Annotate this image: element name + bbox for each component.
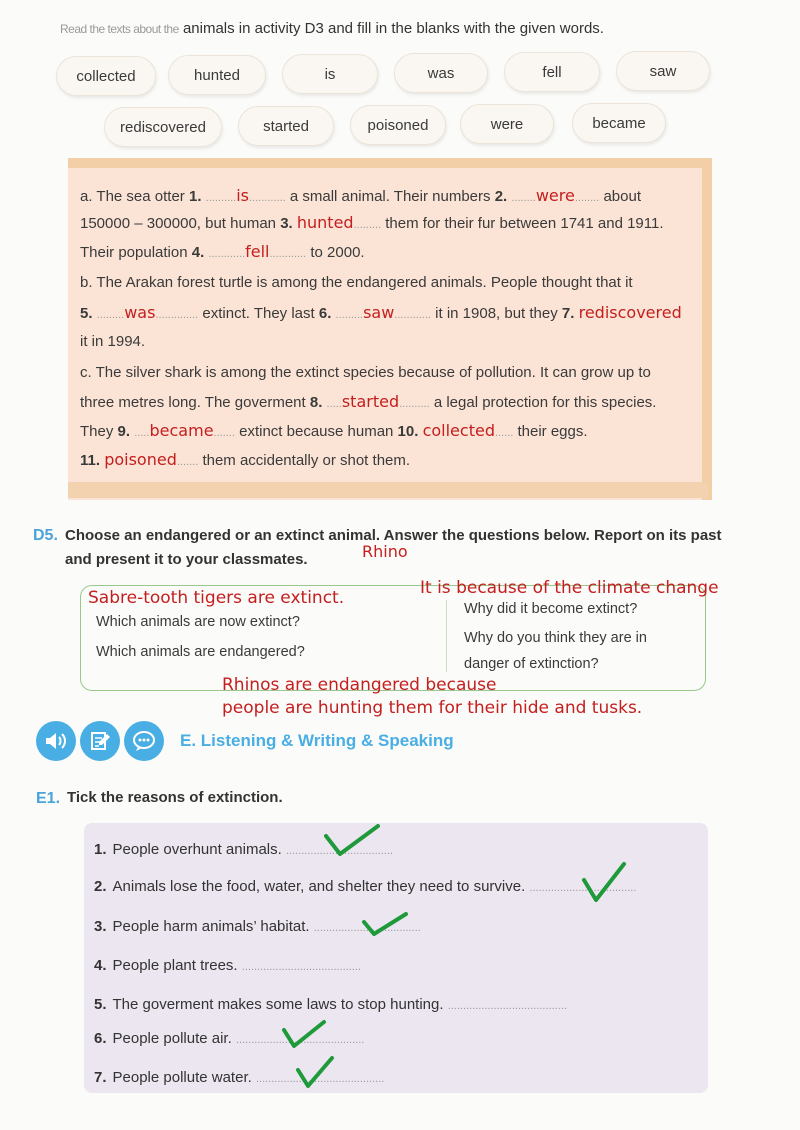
text: The sea otter — [96, 188, 185, 205]
reason-item: 5. The goverment makes some laws to stop hunting. ....................................... — [94, 996, 567, 1013]
word-chip-was: was — [394, 53, 488, 93]
d4-panel-shadow — [68, 482, 708, 498]
blank-number: 9. — [117, 423, 131, 440]
exercise-line — [80, 364, 651, 381]
blank-number: 8. — [309, 394, 323, 411]
answer-3[interactable]: hunted — [296, 213, 354, 232]
blank-number: 11. — [80, 452, 101, 469]
d5-instruction: Choose an endangered or an extinct animal. Answer the questions below. Report on its past and present it to your classmates. — [65, 527, 722, 568]
check-icon — [294, 1054, 336, 1090]
question-why-extinct: Why did it become extinct? — [464, 601, 638, 617]
answer-7[interactable]: rediscovered — [578, 303, 682, 322]
blank-number: 4. — [191, 244, 205, 261]
question-endangered: Which animals are endangered? — [96, 644, 305, 660]
check-icon — [322, 822, 382, 858]
d4-instruction-text: animals in activity D3 and fill in the blanks with the given words. — [182, 20, 604, 37]
text: extinct. They last — [202, 305, 315, 322]
blank-number: 3. — [280, 215, 293, 232]
blank-number: 2. — [494, 188, 508, 205]
answer-6[interactable]: saw — [363, 303, 395, 322]
reason-item: 1. People overhunt animals. ................................... — [94, 841, 393, 858]
section-e-title: E. Listening & Writing & Speaking — [180, 731, 454, 750]
d5-divider — [446, 600, 447, 672]
d4-instruction — [60, 20, 604, 37]
check-icon — [360, 910, 410, 938]
e1-instruction: Tick the reasons of extinction. — [67, 789, 283, 806]
blank-number: 10. — [397, 423, 419, 440]
d4-instruction-faint: Read the texts about the — [60, 22, 179, 36]
reason-item: 2. Animals lose the food, water, and shelter they need to survive. ................................... — [94, 878, 637, 895]
item-letter: a. — [80, 188, 93, 205]
text: Their population — [80, 244, 188, 261]
answer-10[interactable]: collected — [422, 421, 495, 440]
answer-1[interactable]: is — [236, 186, 250, 205]
exercise-line: 11. poisoned....... them accidentally or shot them. — [80, 450, 411, 469]
text: about — [603, 188, 641, 205]
exercise-line — [80, 274, 633, 291]
handwritten-extinct-answer: Sabre-tooth tigers are extinct. — [88, 588, 345, 608]
reason-item: 3. People harm animals’ habitat. ................................... — [94, 918, 421, 935]
reason-item: 7. People pollute water. .......................................... — [94, 1069, 385, 1086]
word-chip-started: started — [238, 106, 334, 146]
word-chip-is: is — [282, 54, 378, 94]
answer-9[interactable]: became — [149, 421, 214, 440]
text: three metres long. The goverment — [80, 394, 306, 411]
exercise-line: a. The sea otter 1. ..........is............ a small animal. Their numbers 2. ........were........ about — [80, 186, 641, 205]
blank-number: 7. — [561, 305, 575, 322]
speaker-icon — [36, 721, 76, 761]
handwritten-rhinos-2: people are hunting them for their hide and tusks. — [222, 698, 643, 718]
exercise-line: 5. .........was.............. extinct. They last 6. .........saw............ it in 1908, but they 7. rediscovered — [80, 303, 682, 322]
text: it in 1994. — [80, 333, 146, 350]
handwritten-rhinos-1: Rhinos are endangered because — [222, 675, 497, 695]
answer-8[interactable]: started — [341, 392, 400, 411]
handwritten-rhino: Rhino — [362, 542, 408, 561]
question-why-danger-1: Why do you think they are in — [464, 630, 647, 646]
text: a small animal. Their numbers — [289, 188, 491, 205]
handwritten-climate-answer: It is because of the climate change — [420, 578, 719, 598]
check-icon — [580, 860, 628, 906]
answer-11[interactable]: poisoned — [104, 450, 177, 469]
word-chip-became: became — [572, 103, 666, 143]
blank-number: 1. — [188, 188, 202, 205]
text: extinct because human — [239, 423, 394, 440]
writing-icon — [80, 721, 120, 761]
text: The Arakan forest turtle is among the endangered animals. People thought that it — [96, 274, 633, 291]
word-chip-poisoned: poisoned — [350, 105, 446, 145]
answer-4[interactable]: fell — [245, 242, 270, 261]
exercise-line — [80, 333, 145, 350]
speech-bubble-icon — [124, 721, 164, 761]
text: them for their fur between 1741 and 1911. — [385, 215, 664, 232]
reason-item: 4. People plant trees. ....................................... — [94, 957, 361, 974]
e1-number: E1. — [36, 790, 61, 807]
word-chip-fell: fell — [504, 52, 600, 92]
text: to 2000. — [310, 244, 365, 261]
text: 150000 – 300000, but human — [80, 215, 277, 232]
question-why-danger-2: danger of extinction? — [464, 656, 599, 672]
reason-item: 6. People pollute air. .......................................... — [94, 1030, 365, 1047]
answer-2[interactable]: were — [535, 186, 575, 205]
word-chip-were: were — [460, 104, 554, 144]
text: The silver shark is among the extinct species because of pollution. It can grow up to — [95, 364, 651, 381]
word-chip-rediscovered: rediscovered — [104, 107, 222, 147]
item-letter: c. — [80, 364, 92, 381]
word-chip-collected: collected — [56, 56, 156, 96]
d5-number: D5. — [33, 527, 58, 544]
exercise-line: three metres long. The goverment 8. .....started.......... a legal protection for this species. — [80, 392, 657, 411]
question-extinct: Which animals are now extinct? — [96, 614, 300, 630]
text: it in 1908, but they — [435, 305, 558, 322]
text: them accidentally or shot them. — [202, 452, 411, 469]
text: their eggs. — [517, 423, 588, 440]
text: a legal protection for this species. — [433, 394, 657, 411]
blank-number: 5. — [80, 305, 93, 322]
answer-5[interactable]: was — [124, 303, 156, 322]
word-chip-saw: saw — [616, 51, 710, 91]
exercise-line: Their population 4. ............fell............ to 2000. — [80, 242, 365, 261]
word-chip-hunted: hunted — [168, 55, 266, 95]
d4-exercise-panel — [68, 158, 712, 500]
exercise-line: 150000 – 300000, but human 3. hunted......... them for their fur between 1741 and 1911. — [80, 213, 664, 232]
text: They — [80, 423, 114, 440]
check-icon — [280, 1018, 328, 1050]
blank-number: 6. — [318, 305, 332, 322]
exercise-line: They 9. .....became....... extinct because human 10. collected...... their eggs. — [80, 421, 588, 440]
item-letter: b. — [80, 274, 93, 291]
